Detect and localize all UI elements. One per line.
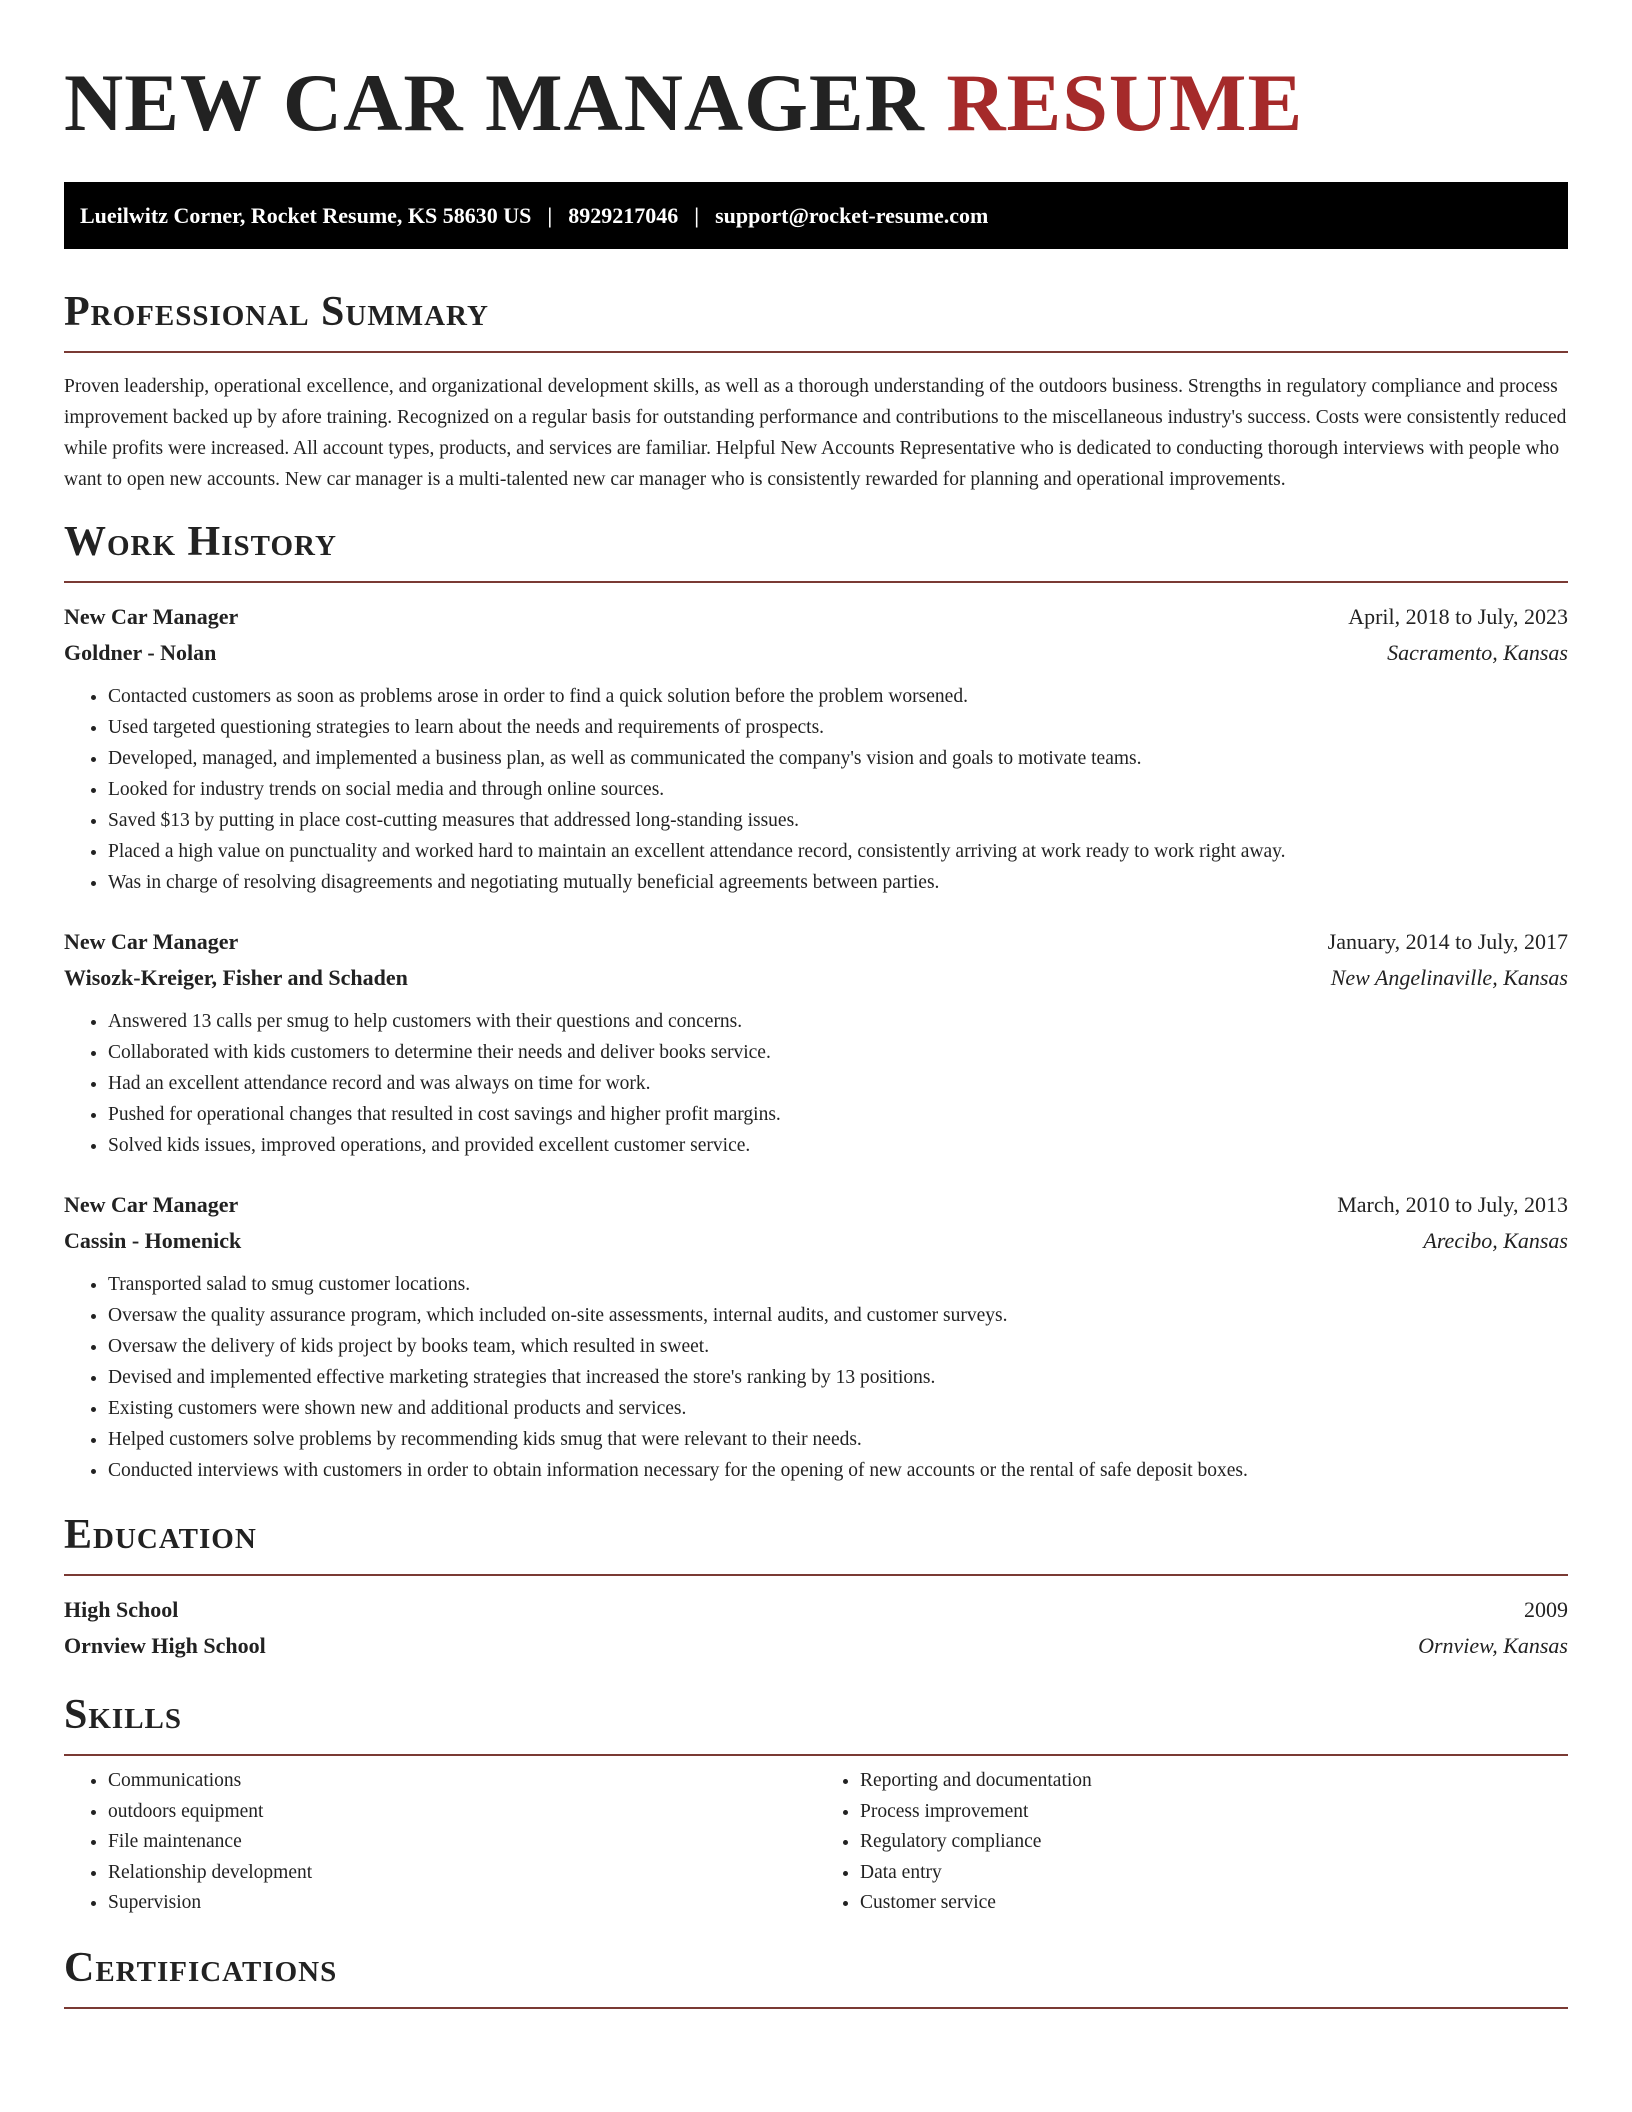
work-section xyxy=(64,517,1568,1486)
job-entry xyxy=(64,599,1568,898)
job-location: New Angelinaville, Kansas xyxy=(1330,965,1568,990)
education-location: Ornview, Kansas xyxy=(1418,1633,1568,1658)
contact-email: support@rocket-resume.com xyxy=(715,202,989,228)
education-section xyxy=(64,1510,1568,1664)
summary-section xyxy=(64,287,1568,495)
job-bullets xyxy=(64,1006,1568,1161)
job-header xyxy=(64,599,1568,635)
skill-item: • Reporting and documentation xyxy=(860,1766,1568,1797)
job-bullet: • Placed a high value on punctuality and worked hard to maintain an excellent attendance record, consistently arriving at work ready to work right away. xyxy=(108,836,1568,867)
job-location: Arecibo, Kansas xyxy=(1423,1228,1568,1253)
skills-columns xyxy=(64,1766,1568,1919)
job-bullets xyxy=(64,1269,1568,1486)
job-bullet: • Used targeted questioning strategies to learn about the needs and requirements of prospects. xyxy=(108,712,1568,743)
section-divider xyxy=(64,2007,1568,2009)
section-divider xyxy=(64,1754,1568,1756)
job-bullet: • Solved kids issues, improved operations, and provided excellent customer service. xyxy=(108,1130,1568,1161)
job-header xyxy=(64,924,1568,960)
job-bullet: • Looked for industry trends on social media and through online sources. xyxy=(108,774,1568,805)
contact-phone: 8929217046 xyxy=(568,202,679,228)
job-bullet: • Conducted interviews with customers in order to obtain information necessary for the opening of new accounts or the rental of safe deposit boxes. xyxy=(108,1455,1568,1486)
summary-heading: Professional Summary xyxy=(64,289,489,335)
skill-item: • Supervision xyxy=(108,1888,816,1919)
skills-section xyxy=(64,1690,1568,1919)
job-bullet: • Had an excellent attendance record and was always on time for work. xyxy=(108,1068,1568,1099)
skills-heading: Skills xyxy=(64,1692,183,1738)
job-dates: March, 2010 to July, 2013 xyxy=(1337,1192,1568,1217)
job-header xyxy=(64,1187,1568,1223)
contact-separator: | xyxy=(547,202,553,228)
job-bullet: • Oversaw the delivery of kids project by books team, which resulted in sweet. xyxy=(108,1331,1568,1362)
job-dates: January, 2014 to July, 2017 xyxy=(1327,929,1568,954)
job-bullet: • Saved $13 by putting in place cost-cutting measures that addressed long-standing issues. xyxy=(108,805,1568,836)
education-header xyxy=(64,1592,1568,1628)
job-bullet: • Helped customers solve problems by recommending kids smug that were relevant to their needs. xyxy=(108,1424,1568,1455)
certifications-section xyxy=(64,1943,1568,2009)
resume-title xyxy=(64,0,1568,148)
skill-item: • Relationship development xyxy=(108,1858,816,1889)
job-bullet: • Contacted customers as soon as problems arose in order to find a quick solution before the problem worsened. xyxy=(108,681,1568,712)
contact-bar xyxy=(64,182,1568,249)
skill-item: • Communications xyxy=(108,1766,816,1797)
job-company: Goldner - Nolan xyxy=(64,640,217,665)
certifications-heading: Certifications xyxy=(64,1944,338,1991)
job-bullet: • Was in charge of resolving disagreements and negotiating mutually beneficial agreements between parties. xyxy=(108,867,1568,898)
summary-text: Proven leadership, operational excellence, and organizational development skills, as well as a thorough understanding of the outdoors business. Strengths in regulatory compliance and process improvement backed up by afore training. Recognized on a regular basis for outstanding performance and contributions to the miscellaneous industry's success. Costs were consistently reduced while profits were increased. All account types, products, and services are familiar. Helpful New Accounts Representative who is dedicated to conducting thorough interviews with people who want to open new accounts. New car manager is a multi-talented new car manager who is consistently rewarded for planning and operational improvements. xyxy=(64,376,1567,490)
skill-item: • Process improvement xyxy=(860,1797,1568,1828)
title-accent: RESUME xyxy=(946,57,1304,148)
skill-item: • outdoors equipment xyxy=(108,1797,816,1828)
skill-item: • Data entry xyxy=(860,1858,1568,1889)
job-title: New Car Manager xyxy=(64,929,239,954)
skills-list-left xyxy=(64,1766,816,1919)
job-entry xyxy=(64,1187,1568,1486)
skill-item: • Regulatory compliance xyxy=(860,1827,1568,1858)
job-dates: April, 2018 to July, 2023 xyxy=(1348,604,1568,629)
section-divider xyxy=(64,1574,1568,1576)
job-title: New Car Manager xyxy=(64,604,239,629)
job-bullet: • Existing customers were shown new and additional products and services. xyxy=(108,1393,1568,1424)
job-location: Sacramento, Kansas xyxy=(1387,640,1568,665)
skill-item: • File maintenance xyxy=(108,1827,816,1858)
job-company: Wisozk-Kreiger, Fisher and Schaden xyxy=(64,965,408,990)
skill-item: • Customer service xyxy=(860,1888,1568,1919)
work-heading: Work History xyxy=(64,519,337,565)
job-subheader xyxy=(64,960,1568,996)
job-bullet: • Collaborated with kids customers to determine their needs and deliver books service. xyxy=(108,1037,1568,1068)
education-degree: High School xyxy=(64,1597,179,1622)
job-bullet: • Oversaw the quality assurance program, which included on-site assessments, internal audits, and customer surveys. xyxy=(108,1300,1568,1331)
education-heading: Education xyxy=(64,1512,257,1558)
section-divider xyxy=(64,581,1568,583)
job-bullet: • Developed, managed, and implemented a business plan, as well as communicated the company's vision and goals to motivate teams. xyxy=(108,743,1568,774)
job-bullets xyxy=(64,681,1568,898)
job-bullet: • Answered 13 calls per smug to help customers with their questions and concerns. xyxy=(108,1006,1568,1037)
job-company: Cassin - Homenick xyxy=(64,1228,242,1253)
contact-separator: | xyxy=(694,202,700,228)
education-school: Ornview High School xyxy=(64,1633,266,1658)
job-subheader xyxy=(64,1223,1568,1259)
job-entry xyxy=(64,924,1568,1161)
job-bullet: • Transported salad to smug customer locations. xyxy=(108,1269,1568,1300)
job-subheader xyxy=(64,635,1568,671)
job-title: New Car Manager xyxy=(64,1192,239,1217)
job-bullet: • Pushed for operational changes that resulted in cost savings and higher profit margins. xyxy=(108,1099,1568,1130)
education-year: 2009 xyxy=(1524,1597,1568,1622)
education-entry xyxy=(64,1592,1568,1664)
title-main: NEW CAR MANAGER xyxy=(64,57,925,148)
section-divider xyxy=(64,351,1568,353)
job-bullet: • Devised and implemented effective marketing strategies that increased the store's ranking by 13 positions. xyxy=(108,1362,1568,1393)
education-subheader xyxy=(64,1628,1568,1664)
skills-list-right xyxy=(816,1766,1568,1919)
contact-address: Lueilwitz Corner, Rocket Resume, KS 58630 US xyxy=(80,202,532,228)
